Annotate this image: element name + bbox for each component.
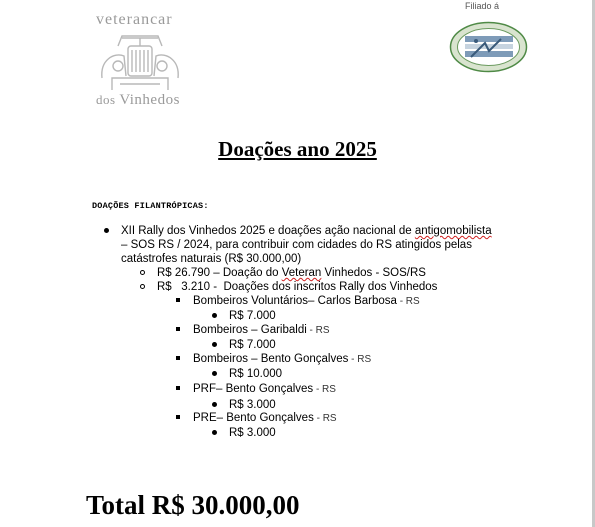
bullet-square [176, 386, 180, 390]
bullet-circle [140, 270, 145, 275]
affiliation-label: Filiado á [465, 1, 500, 11]
bullet-dot [212, 402, 217, 407]
recipient-amount: R$ 10.000 [229, 368, 283, 380]
bullet-circle [140, 284, 145, 289]
bullet-dot [104, 228, 109, 233]
veterancar-logo [96, 10, 186, 110]
recipient-amount: R$ 7.000 [229, 310, 276, 322]
recipient-amount: R$ 3.000 [229, 399, 276, 411]
main-item-line-3: catástrofes naturais (R$ 30.000,00) [121, 253, 302, 265]
logo-top-text: veterancar [96, 11, 173, 28]
sub-item-donation-veteran: R$ 26.790 – Doação do Veteran Vinhedos - SOS/RS [157, 267, 426, 279]
main-item-line-2: – SOS RS / 2024, para contribuir com cidades do RS atingidos pelas [121, 239, 472, 251]
bullet-square [176, 298, 180, 302]
bullet-dot [212, 313, 217, 318]
recipient-name: PRE– Bento Gonçalves - RS [193, 412, 337, 424]
vintage-car-icon [98, 32, 182, 94]
total-amount: Total R$ 30.000,00 [86, 490, 300, 520]
recipient-name: PRF– Bento Gonçalves - RS [193, 383, 336, 395]
section-heading: DOAÇÕES FILANTRÓPICAS: [92, 201, 209, 211]
sub-item-donation-participants: R$ 3.210 - Doações dos inscritos Rally dos Vinhedos [157, 281, 438, 293]
recipient-amount: R$ 7.000 [229, 339, 276, 351]
affiliation-seal-icon [449, 21, 528, 73]
bullet-square [176, 356, 180, 360]
bullet-dot [212, 342, 217, 347]
page-title: Doações ano 2025 [218, 137, 377, 161]
bullet-dot [212, 371, 217, 376]
recipient-amount: R$ 3.000 [229, 427, 276, 439]
bullet-square [176, 327, 180, 331]
bullet-square [176, 415, 180, 419]
recipient-name: Bombeiros – Bento Gonçalves - RS [193, 353, 372, 365]
bullet-dot [212, 430, 217, 435]
recipient-name: Bombeiros – Garibaldi - RS [193, 324, 330, 336]
logo-bottom-text: dos Vinhedos [96, 92, 180, 108]
recipient-name: Bombeiros Voluntários– Carlos Barbosa - RS [193, 295, 420, 307]
main-item-line-1: XII Rally dos Vinhedos 2025 e doações ação nacional de antigomobilista [121, 225, 492, 237]
